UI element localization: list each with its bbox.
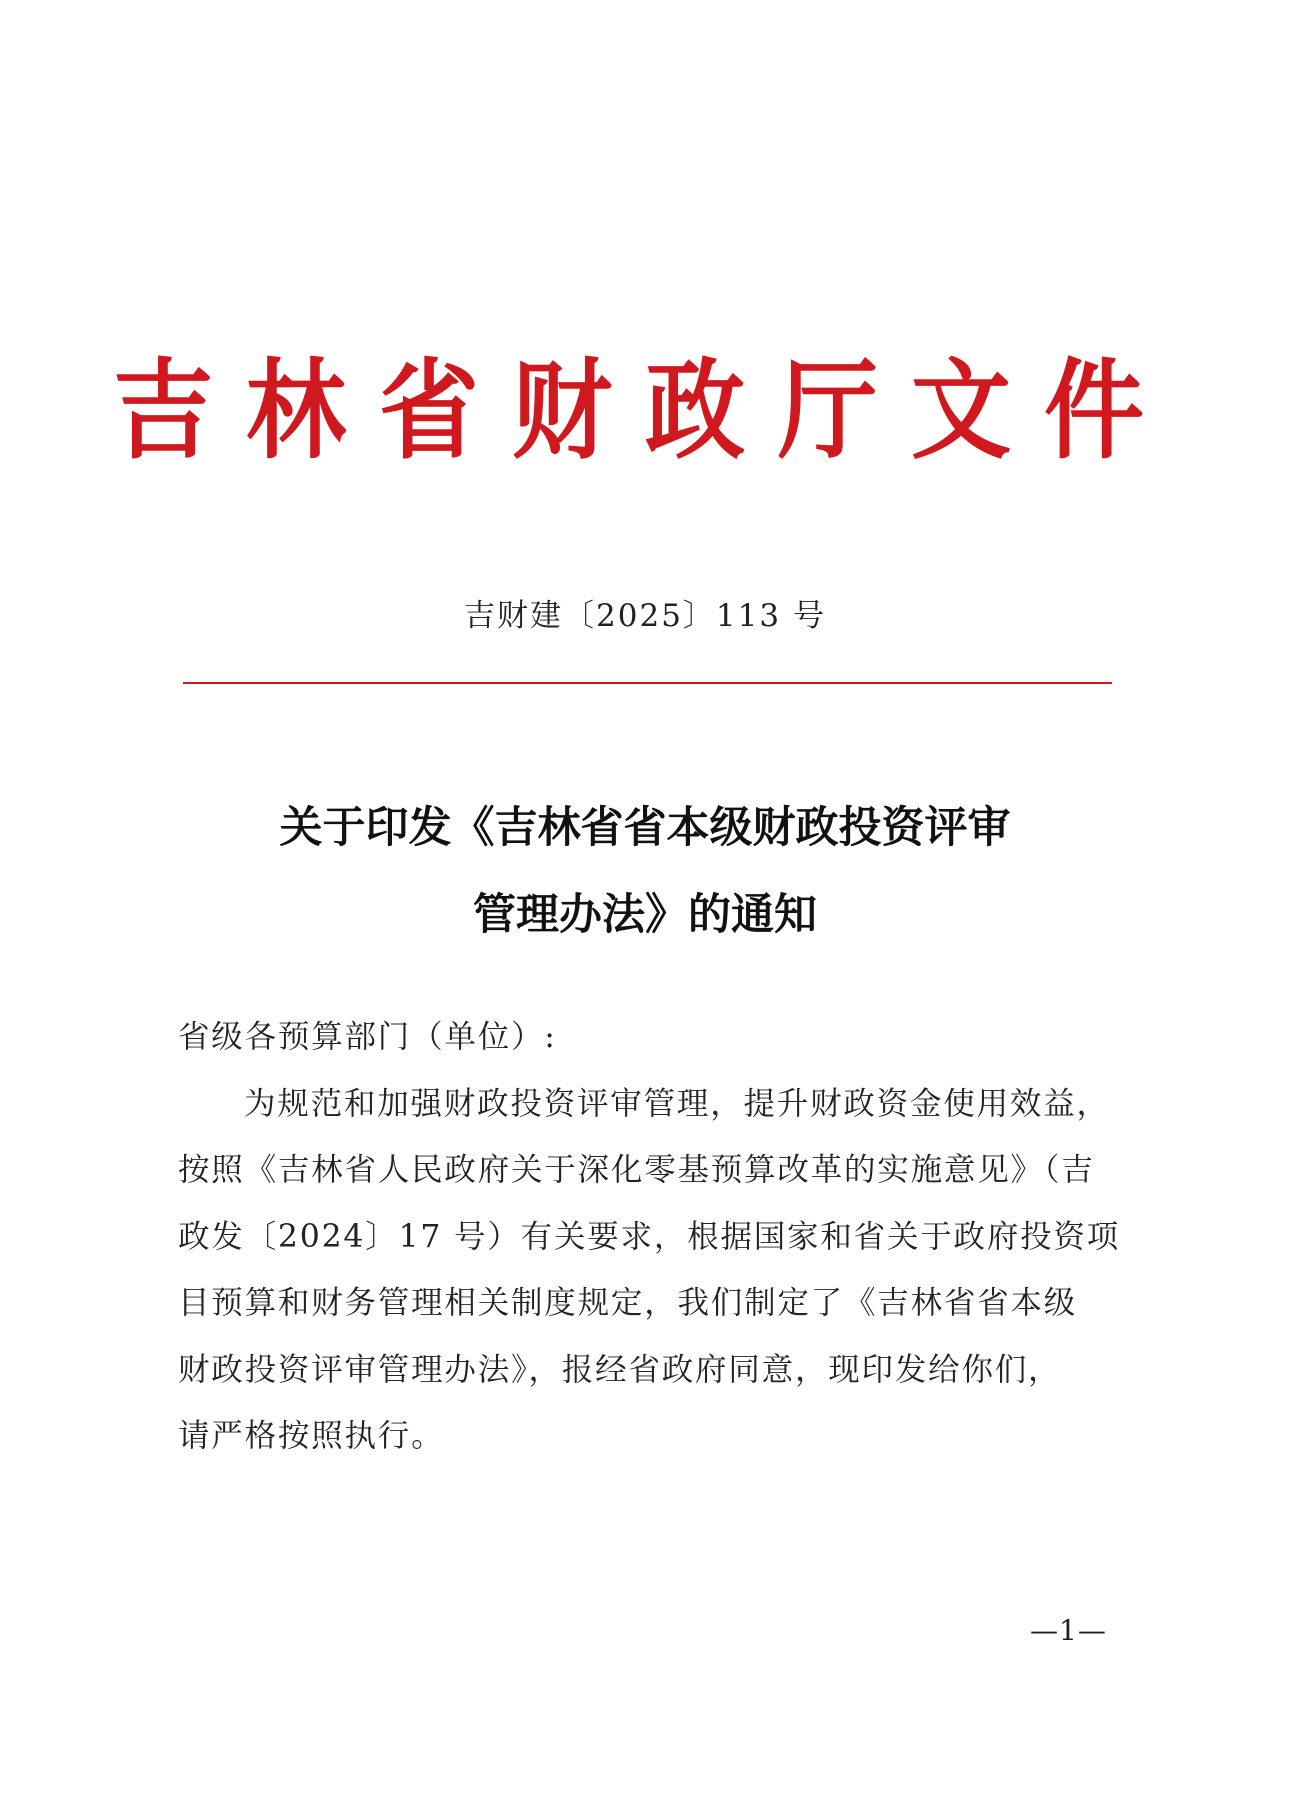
title-line-1: 关于印发《吉林省省本级财政投资评审 (279, 803, 1011, 853)
document-body (178, 1004, 1121, 1470)
body-line-2: 按照《吉林省人民政府关于深化零基预算改革的实施意见》（吉 (178, 1152, 1095, 1188)
document-number: 吉财建〔2025〕113 号 (464, 598, 826, 634)
title-line-2: 管理办法》的通知 (473, 890, 817, 940)
salutation: 省级各预算部门（单位）: (178, 1019, 557, 1055)
body-line-3: 政发〔2024〕17 号）有关要求，根据国家和省关于政府投资项 (178, 1218, 1121, 1255)
red-separator-line (183, 682, 1112, 684)
issuing-authority-header: 吉林省财政厅文件 (113, 346, 1177, 474)
body-line-4: 目预算和财务管理相关制度规定，我们制定了《吉林省省本级 (178, 1285, 1078, 1321)
page-number: —1— (1030, 1614, 1107, 1647)
body-line-1: 为规范和加强财政投资评审管理，提升财政资金使用效益， (244, 1085, 1110, 1122)
body-line-6: 请严格按照执行。 (178, 1418, 445, 1454)
body-line-5: 财政投资评审管理办法》，报经省政府同意，现印发给你们， (178, 1351, 1062, 1388)
document-title (0, 785, 1290, 959)
